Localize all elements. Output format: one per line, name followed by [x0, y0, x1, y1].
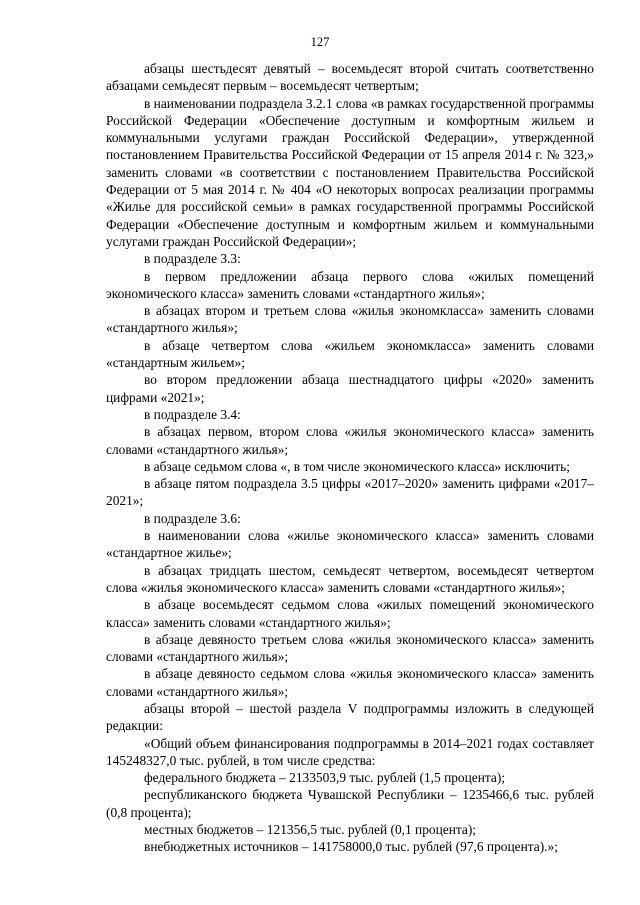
- paragraph: в наименовании слова «жилье экономического класса» заменить словами «стандартное жилье»;: [106, 528, 594, 561]
- paragraph: в абзаце седьмом слова «, в том числе экономического класса» исключить;: [144, 458, 570, 474]
- paragraph: в абзаце девяносто седьмом слова «жилья экономического класса» заменить словами «стандартного жилья»;: [106, 666, 594, 699]
- paragraph: республиканского бюджета Чувашской Республики – 1235466,6 тыс. рублей (0,8 процента);: [106, 787, 594, 820]
- paragraph: в подразделе 3.4:: [144, 406, 241, 422]
- paragraph: в наименовании подраздела 3.2.1 слова «в рамках государственной программы Российской Федерации «Обеспечение доступным и комфортным жильем и коммунальными услугами граждан Российской Федерации», утвержденной постановлением Правительства Российской Федерации от 15 апреля 2014 г. № 323,» заменить словами «в соответствии с постановлением Правительства Российской Федерации от 5 мая 2014 г. № 404 «О некоторых вопросах реализации программы «Жилье для российской семьи» в рамках государственной программы Российской Федерации «Обеспечение доступным и комфортным жильем и коммунальными услугами граждан Российской Федерации»;: [106, 95, 594, 249]
- paragraph: в абзаце восемьдесят седьмом слова «жилых помещений экономического класса» заменить словами «стандартного жилья»;: [106, 597, 594, 630]
- paragraph: в абзацах первом, втором слова «жилья экономического класса» заменить словами «стандартного жилья»;: [106, 424, 594, 457]
- paragraph: внебюджетных источников – 141758000,0 тыс. рублей (97,6 процента).»;: [144, 839, 558, 855]
- paragraph: во втором предложении абзаца шестнадцатого цифры «2020» заменить цифрами «2021»;: [106, 372, 594, 405]
- paragraph: в абзаце четвертом слова «жильем экономкласса» заменить словами «стандартным жильем»;: [106, 337, 594, 371]
- paragraph: в подразделе 3.6:: [144, 510, 241, 526]
- page-number: 127: [310, 35, 330, 49]
- document-body: [106, 60, 594, 856]
- paragraph: «Общий объем финансирования подпрограммы в 2014–2021 годах составляет 145248327,0 тыс. рублей, в том числе средства:: [106, 735, 594, 768]
- paragraph: федерального бюджета – 2133503,9 тыс. рублей (1,5 процента);: [144, 770, 506, 786]
- paragraph: абзацы второй – шестой раздела V подпрограммы изложить в следующей редакции:: [106, 700, 594, 734]
- paragraph: в абзаце пятом подраздела 3.5 цифры «2017–2020» заменить цифрами «2017–2021»;: [106, 476, 594, 509]
- paragraph: в абзаце девяносто третьем слова «жилья экономического класса» заменить словами «стандартного жилья»;: [106, 631, 594, 665]
- paragraph: в абзацах втором и третьем слова «жилья экономкласса» заменить словами «стандартного жилья»;: [106, 303, 594, 336]
- paragraph: местных бюджетов – 121356,5 тыс. рублей (0,1 процента);: [144, 822, 477, 838]
- paragraph: в абзацах тридцать шестом, семьдесят четвертом, восемьдесят четвертом слова «жилья экономического класса» заменить словами «стандартного жилья»;: [106, 562, 594, 595]
- paragraph: абзацы шестьдесят девятый – восемьдесят второй считать соответственно абзацами семьдесят первым – восемьдесят четвертым;: [106, 61, 594, 94]
- paragraph: в подразделе 3.3:: [144, 251, 241, 267]
- paragraph: в первом предложении абзаца первого слова «жилых помещений экономического класса» заменить словами «стандартного жилья»;: [106, 268, 594, 301]
